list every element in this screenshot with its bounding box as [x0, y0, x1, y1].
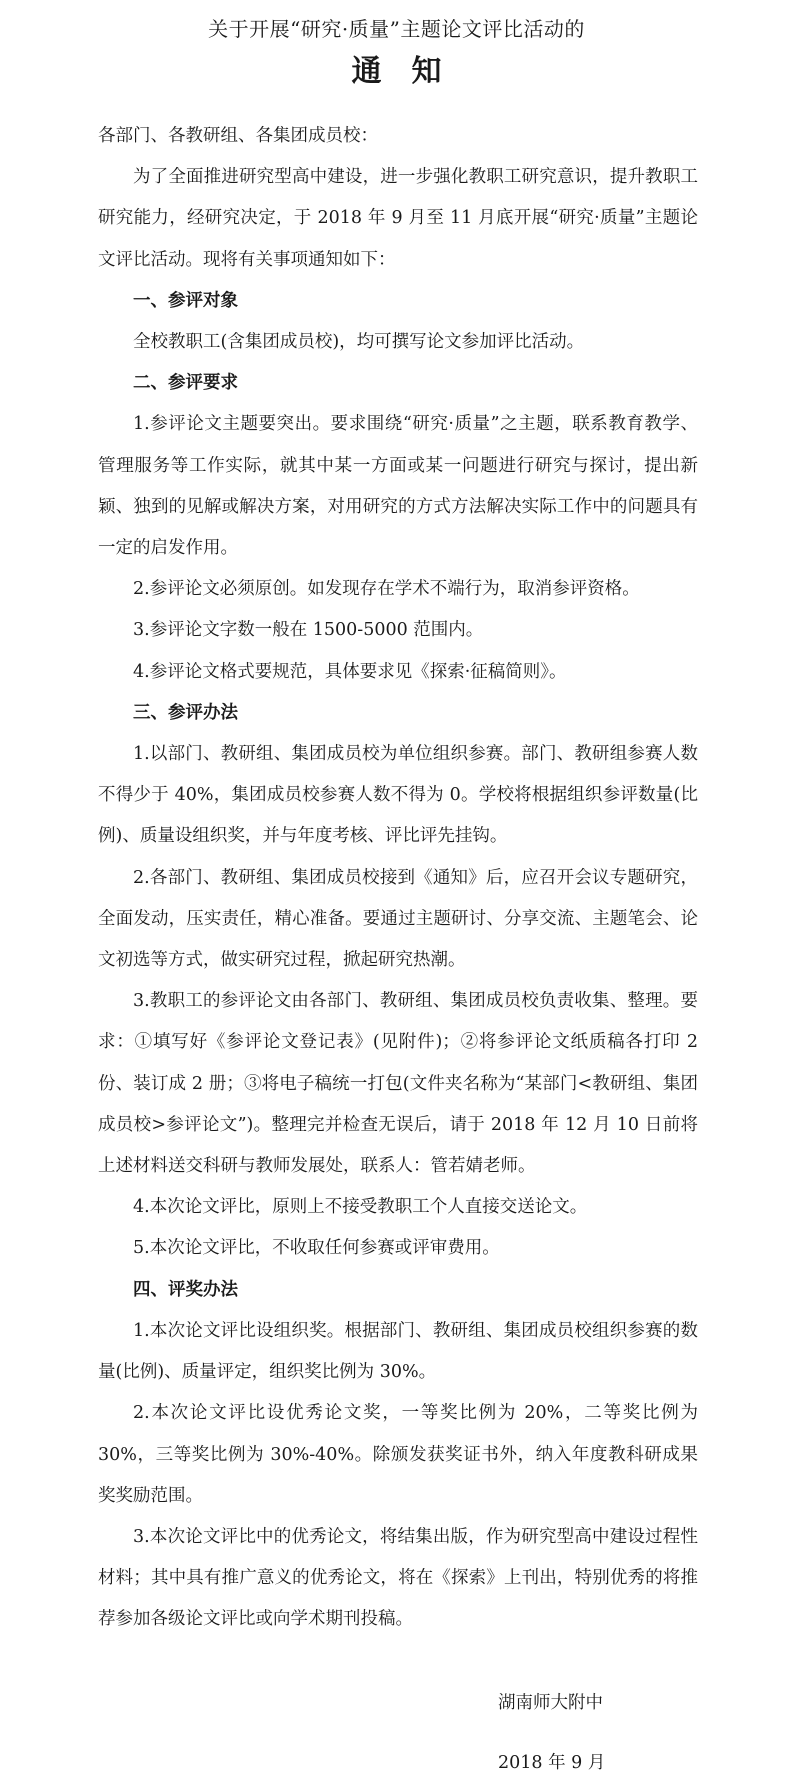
- section-heading-4: 四、评奖办法: [133, 1279, 238, 1300]
- document-title: 关于开展“研究·质量”主题论文评比活动的: [208, 17, 585, 41]
- section-1-paragraph-1: 全校教职工(含集团成员校)，均可撰写论文参加评比活动。: [133, 332, 585, 353]
- section-4-paragraph-3: 3.本次论文评比中的优秀论文，将结集出版，作为研究型高中建设过程性材料；其中具有推广意义的优秀论文，将在《探索》上刊出，特别优秀的将推荐参加各级论文评比或向学术期刊投稿。: [98, 1526, 698, 1630]
- section-4-paragraph-1: 1.本次论文评比设组织奖。根据部门、教研组、集团成员校组织参赛的数量(比例)、质量评定，组织奖比例为 30%。: [98, 1320, 698, 1383]
- section-heading-3: 三、参评办法: [133, 702, 238, 723]
- section-2-paragraph-4: 4.参评论文格式要规范，具体要求见《探索·征稿简则》。: [133, 661, 567, 682]
- section-2-paragraph-3: 3.参评论文字数一般在 1500-5000 范围内。: [133, 620, 484, 641]
- section-4-paragraph-2: 2.本次论文评比设优秀论文奖，一等奖比例为 20%，二等奖比例为 30%，三等奖比例为 30%-40%。除颁发获奖证书外，纳入年度教科研成果奖奖励范围。: [98, 1403, 698, 1506]
- section-3-paragraph-5: 5.本次论文评比，不收取任何参赛或评审费用。: [133, 1238, 500, 1259]
- section-3-paragraph-4: 4.本次论文评比，原则上不接受教职工个人直接交送论文。: [133, 1197, 588, 1218]
- document-subtitle: 通知: [351, 54, 472, 89]
- salutation: 各部门、各教研组、各集团成员校：: [98, 126, 378, 146]
- section-heading-2: 二、参评要求: [133, 373, 238, 394]
- section-2-paragraph-2: 2.参评论文必须原创。如发现存在学术不端行为，取消参评资格。: [133, 579, 640, 600]
- section-3-paragraph-1: 1.以部门、教研组、集团成员校为单位组织参赛。部门、教研组参赛人数不得少于 40%，集团成员校参赛人数不得为 0。学校将根据组织参评数量(比例)、质量设组织奖，并与年度考核、评比评先挂钩。: [98, 744, 698, 847]
- document-body: [98, 116, 698, 1641]
- signature-date: 2018 年 9 月: [498, 1753, 606, 1773]
- intro-paragraph: 为了全面推进研究型高中建设，进一步强化教职工研究意识，提升教职工研究能力，经研究决定，于 2018 年 9 月至 11 月底开展“研究·质量”主题论文评比活动。现将有关事项通知如下：: [98, 167, 698, 270]
- section-2-paragraph-1: 1.参评论文主题要突出。要求围绕“研究·质量”之主题，联系教育教学、管理服务等工作实际，就其中某一方面或某一问题进行研究与探讨，提出新颖、独到的见解或解决方案，对用研究的方式方法解决实际工作中的问题具有一定的启发作用。: [98, 414, 698, 559]
- signature-organization: 湖南师大附中: [498, 1693, 603, 1713]
- section-heading-1: 一、参评对象: [133, 290, 238, 311]
- section-3-paragraph-3: 3.教职工的参评论文由各部门、教研组、集团成员校负责收集、整理。要求：①填写好《参评论文登记表》(见附件)；②将参评论文纸质稿各打印 2 份、装订成 2 册；③将电子稿统一打包(文件夹名称为“某部门<教研组、集团成员校>参评论文”)。整理完并检查无误后，请于 2018 年 12 月 10 日前将上述材料送交科研与教师发展处，联系人：管若婧老师。: [98, 991, 698, 1177]
- section-3-paragraph-2: 2.各部门、教研组、集团成员校接到《通知》后，应召开会议专题研究，全面发动，压实责任，精心准备。要通过主题研讨、分享交流、主题笔会、论文初选等方式，做实研究过程，掀起研究热潮。: [98, 867, 698, 971]
